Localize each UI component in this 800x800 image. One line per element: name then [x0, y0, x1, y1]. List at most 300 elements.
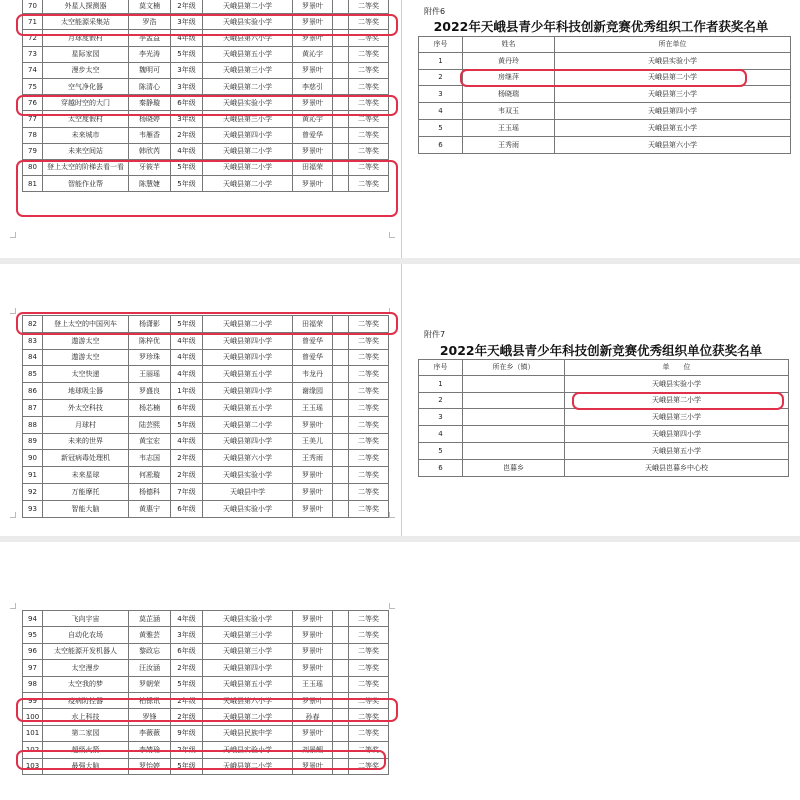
- table-cell: [333, 316, 349, 333]
- table-cell: 天峨县第四小学: [203, 433, 293, 450]
- table-cell: 韦双玉: [463, 103, 555, 120]
- table-cell: [333, 159, 349, 175]
- table-cell: 83: [23, 332, 43, 349]
- table-cell: 4年级: [171, 349, 203, 366]
- table-cell: 97: [23, 660, 43, 676]
- table-cell: 王丽瑶: [129, 366, 171, 383]
- table-cell: [333, 78, 349, 94]
- table-row: [419, 459, 789, 476]
- table-cell: 田福荣: [293, 316, 333, 333]
- column-header: 所在单位: [555, 37, 791, 53]
- table-cell: 4年级: [171, 143, 203, 159]
- table-cell: 超级火箭: [43, 742, 129, 758]
- attachment7-table: [418, 359, 789, 477]
- table-cell: 黄惠宁: [129, 500, 171, 517]
- table-cell: 二等奖: [349, 143, 389, 159]
- table-cell: 4年级: [171, 30, 203, 46]
- table-cell: 太空度假村: [43, 111, 129, 127]
- table-cell: [463, 392, 565, 409]
- attachment6-title: 2022年天峨县青少年科技创新竞赛优秀组织工作者获奖名单: [433, 19, 769, 34]
- table-header-row: [419, 37, 791, 53]
- attachment7-page: [404, 264, 800, 536]
- table-cell: 2: [419, 69, 463, 86]
- table-cell: 星际家园: [43, 46, 129, 62]
- table-cell: 天峨县第四小学: [565, 426, 789, 443]
- table-cell: 天峨县第六小学: [203, 30, 293, 46]
- table-cell: [333, 692, 349, 708]
- table-cell: 98: [23, 676, 43, 692]
- table-cell: 韦志国: [129, 450, 171, 467]
- table-cell: 87: [23, 399, 43, 416]
- table-cell: 88: [23, 416, 43, 433]
- table-cell: 黎政忘: [129, 643, 171, 659]
- table-cell: 罗景叶: [293, 62, 333, 78]
- table-cell: [333, 611, 349, 627]
- table-cell: 二等奖: [349, 643, 389, 659]
- table-cell: 罗景叶: [293, 500, 333, 517]
- table-cell: 75: [23, 78, 43, 94]
- page-corner-mark: [389, 308, 395, 314]
- table-cell: 遨游太空: [43, 349, 129, 366]
- table-row: [23, 127, 389, 143]
- table-cell: 天峨县第二小学: [203, 0, 293, 14]
- table-row: [419, 86, 791, 103]
- table-row: [23, 383, 389, 400]
- table-cell: 罗景叶: [293, 30, 333, 46]
- table-cell: 5年级: [171, 758, 203, 774]
- table-cell: 天峨县第四小学: [203, 349, 293, 366]
- table-cell: 杨潇影: [129, 316, 171, 333]
- table-cell: 天峨县第五小学: [555, 119, 791, 136]
- table-cell: 二等奖: [349, 316, 389, 333]
- table-cell: [333, 30, 349, 46]
- table-row: [23, 450, 389, 467]
- table-row: [23, 758, 389, 774]
- table-row: [23, 742, 389, 758]
- table-cell: 76: [23, 95, 43, 111]
- table-cell: [333, 176, 349, 192]
- table-cell: 曾爱华: [293, 349, 333, 366]
- table-cell: 4年级: [171, 433, 203, 450]
- table-cell: 5: [419, 119, 463, 136]
- table-cell: 杨芯楠: [129, 399, 171, 416]
- table-cell: 未来空间站: [43, 143, 129, 159]
- table-cell: 天峨县实验小学: [203, 742, 293, 758]
- table-cell: 天峨县第二小学: [565, 392, 789, 409]
- table-row: [23, 78, 389, 94]
- table-cell: [333, 111, 349, 127]
- table-cell: 岜暮乡: [463, 459, 565, 476]
- table-cell: 王玉瑶: [293, 676, 333, 692]
- table-cell: 二等奖: [349, 483, 389, 500]
- table-cell: [333, 709, 349, 725]
- table-cell: [333, 349, 349, 366]
- page-corner-mark: [10, 308, 16, 314]
- table-cell: 二等奖: [349, 500, 389, 517]
- table-cell: 疫病防控器: [43, 692, 129, 708]
- table-cell: 6年级: [171, 95, 203, 111]
- table-cell: 李婧瑜: [129, 742, 171, 758]
- table-cell: 101: [23, 725, 43, 741]
- table-cell: 天峨县第六小学: [203, 692, 293, 708]
- table-cell: 80: [23, 159, 43, 175]
- table-cell: 6: [419, 136, 463, 153]
- table-cell: 99: [23, 692, 43, 708]
- table-cell: 罗景叶: [293, 416, 333, 433]
- table-cell: 1: [419, 375, 463, 392]
- table-cell: [333, 127, 349, 143]
- table-cell: 二等奖: [349, 383, 389, 400]
- table-row: [419, 119, 791, 136]
- table-cell: 二等奖: [349, 416, 389, 433]
- table-row: [23, 500, 389, 517]
- table-cell: 遨游太空: [43, 332, 129, 349]
- table-cell: 天峨县第三小学: [203, 62, 293, 78]
- table-cell: 5年级: [171, 46, 203, 62]
- table-cell: 二等奖: [349, 433, 389, 450]
- table-cell: 王秀雨: [463, 136, 555, 153]
- table-row: [23, 176, 389, 192]
- table-row: [23, 62, 389, 78]
- table-cell: 天峨县实验小学: [203, 611, 293, 627]
- table-cell: 5年级: [171, 416, 203, 433]
- table-cell: 新冠病毒处理机: [43, 450, 129, 467]
- table-cell: 天峨县第五小学: [203, 399, 293, 416]
- table-cell: [333, 433, 349, 450]
- table-cell: 4年级: [171, 611, 203, 627]
- table-cell: [463, 426, 565, 443]
- table-cell: 93: [23, 500, 43, 517]
- table-cell: 6年级: [171, 643, 203, 659]
- table-cell: 3年级: [171, 78, 203, 94]
- table-cell: 登上太空的阶梯去看一看: [43, 159, 129, 175]
- table-cell: [333, 500, 349, 517]
- table-cell: 天峨县第五小学: [565, 442, 789, 459]
- table-row: [23, 433, 389, 450]
- table-cell: 登上太空的中国列车: [43, 316, 129, 333]
- table-cell: 黄沁宇: [293, 111, 333, 127]
- table-cell: [333, 676, 349, 692]
- table-cell: 2年级: [171, 660, 203, 676]
- table-cell: 莫芷涵: [129, 611, 171, 627]
- table-cell: 天峨县第六小学: [555, 136, 791, 153]
- table-cell: 3年级: [171, 62, 203, 78]
- table-cell: 谢缘园: [293, 383, 333, 400]
- table-row: [23, 660, 389, 676]
- table-cell: 地球吸尘器: [43, 383, 129, 400]
- table-cell: 智能作业帮: [43, 176, 129, 192]
- table-row: [23, 709, 389, 725]
- table-cell: 1年级: [171, 383, 203, 400]
- page-corner-mark: [389, 603, 395, 609]
- table-cell: 田福荣: [293, 159, 333, 175]
- table-row: [419, 103, 791, 120]
- table-cell: 天峨县实验小学: [555, 52, 791, 69]
- table-cell: 2年级: [171, 127, 203, 143]
- table-row: [23, 643, 389, 659]
- table-cell: [463, 442, 565, 459]
- table-cell: 5年级: [171, 159, 203, 175]
- table-cell: 李光涛: [129, 46, 171, 62]
- award-table-a: [22, 0, 389, 192]
- table-cell: 二等奖: [349, 14, 389, 30]
- table-cell: 二等奖: [349, 0, 389, 14]
- table-cell: 95: [23, 627, 43, 643]
- table-cell: 杨晓瑞: [463, 86, 555, 103]
- table-row: [419, 426, 789, 443]
- table-cell: 秦静璇: [129, 95, 171, 111]
- table-cell: 天峨县第二小学: [203, 316, 293, 333]
- table-cell: 罗景叶: [293, 725, 333, 741]
- table-cell: 二等奖: [349, 709, 389, 725]
- table-row: [23, 467, 389, 484]
- table-cell: 天峨县第四小学: [555, 103, 791, 120]
- table-cell: 空气净化器: [43, 78, 129, 94]
- table-cell: 72: [23, 30, 43, 46]
- table-row: [23, 611, 389, 627]
- table-cell: 7年级: [171, 483, 203, 500]
- table-cell: [333, 416, 349, 433]
- table-cell: 96: [23, 643, 43, 659]
- table-cell: 汪汝涵: [129, 660, 171, 676]
- table-cell: [333, 0, 349, 14]
- table-cell: 2: [419, 392, 463, 409]
- table-cell: 3: [419, 409, 463, 426]
- table-cell: 黄宝宏: [129, 433, 171, 450]
- award-table-b: [22, 315, 389, 518]
- table-cell: 陆芸熙: [129, 416, 171, 433]
- table-cell: 102: [23, 742, 43, 758]
- table-cell: 二等奖: [349, 450, 389, 467]
- table-cell: 4: [419, 103, 463, 120]
- table-cell: 天峨县实验小学: [203, 500, 293, 517]
- table-cell: [333, 758, 349, 774]
- table-cell: 房继萍: [463, 69, 555, 86]
- table-cell: 天峨县实验小学: [203, 95, 293, 111]
- table-cell: 牙筱芊: [129, 159, 171, 175]
- table-cell: 二等奖: [349, 159, 389, 175]
- table-cell: 最强大脑: [43, 758, 129, 774]
- table-cell: 王玉瑶: [463, 119, 555, 136]
- page-corner-mark: [10, 232, 16, 238]
- table-cell: 2年级: [171, 709, 203, 725]
- table-cell: [333, 14, 349, 30]
- table-cell: [463, 409, 565, 426]
- table-row: [23, 111, 389, 127]
- table-cell: 太空能源采集站: [43, 14, 129, 30]
- table-cell: 外星人探测器: [43, 0, 129, 14]
- table-cell: 智能大脑: [43, 500, 129, 517]
- column-divider: [401, 264, 402, 536]
- table-cell: 二等奖: [349, 692, 389, 708]
- table-cell: 水上科技: [43, 709, 129, 725]
- award-list-page-c: [0, 542, 400, 800]
- table-cell: 天峨县第四小学: [203, 660, 293, 676]
- table-cell: 杨德科: [129, 483, 171, 500]
- table-cell: 太空能源开发机器人: [43, 643, 129, 659]
- table-cell: 天峨县第三小学: [203, 643, 293, 659]
- table-row: [23, 483, 389, 500]
- table-cell: 罗景叶: [293, 643, 333, 659]
- table-cell: 天峨县中学: [203, 483, 293, 500]
- table-cell: 二等奖: [349, 30, 389, 46]
- table-cell: 罗景叶: [293, 0, 333, 14]
- table-cell: 韦雁香: [129, 127, 171, 143]
- table-cell: 天峨县第二小学: [203, 159, 293, 175]
- table-cell: 万能摩托: [43, 483, 129, 500]
- award-table-c: [22, 610, 389, 775]
- table-cell: 二等奖: [349, 742, 389, 758]
- table-cell: 黄丹玲: [463, 52, 555, 69]
- table-cell: 二等奖: [349, 660, 389, 676]
- table-cell: 天峨县岜暮乡中心校: [565, 459, 789, 476]
- table-cell: 罗景叶: [293, 483, 333, 500]
- table-cell: [333, 660, 349, 676]
- table-cell: 太空我的梦: [43, 676, 129, 692]
- table-cell: 1: [419, 52, 463, 69]
- attachment7-label: 附件7: [424, 330, 446, 339]
- table-cell: 罗景叶: [293, 143, 333, 159]
- table-cell: [333, 627, 349, 643]
- table-cell: 天峨县实验小学: [203, 467, 293, 484]
- table-row: [23, 349, 389, 366]
- table-cell: 飞向宇宙: [43, 611, 129, 627]
- table-cell: 103: [23, 758, 43, 774]
- table-cell: 73: [23, 46, 43, 62]
- table-cell: 二等奖: [349, 176, 389, 192]
- table-cell: 罗朝荣: [129, 676, 171, 692]
- attachment6-page: [404, 0, 800, 258]
- table-row: [419, 69, 791, 86]
- table-cell: 3年级: [171, 111, 203, 127]
- table-cell: 罗浩: [129, 14, 171, 30]
- table-cell: 漫步太空: [43, 62, 129, 78]
- table-cell: 82: [23, 316, 43, 333]
- table-cell: 84: [23, 349, 43, 366]
- table-cell: [463, 375, 565, 392]
- table-cell: [333, 366, 349, 383]
- table-cell: 二等奖: [349, 366, 389, 383]
- table-cell: 天峨县第四小学: [203, 332, 293, 349]
- table-cell: 2年级: [171, 450, 203, 467]
- table-row: [23, 143, 389, 159]
- table-cell: [333, 143, 349, 159]
- table-row: [23, 416, 389, 433]
- table-cell: 柏铄讯: [129, 692, 171, 708]
- table-cell: 天峨县第二小学: [203, 416, 293, 433]
- column-header: 序号: [419, 360, 463, 376]
- column-header: 单 位: [565, 360, 789, 376]
- table-cell: 2年级: [171, 0, 203, 14]
- table-cell: 天峨县第五小学: [203, 46, 293, 62]
- table-cell: [333, 450, 349, 467]
- table-row: [23, 30, 389, 46]
- table-cell: 5年级: [171, 176, 203, 192]
- table-cell: 陈清心: [129, 78, 171, 94]
- table-cell: 天峨县第五小学: [203, 676, 293, 692]
- table-cell: 2年级: [171, 467, 203, 484]
- table-cell: 罗景叶: [293, 758, 333, 774]
- table-cell: 陈梓优: [129, 332, 171, 349]
- table-cell: 89: [23, 433, 43, 450]
- table-cell: 6: [419, 459, 463, 476]
- table-cell: 5: [419, 442, 463, 459]
- table-cell: 9年级: [171, 725, 203, 741]
- table-cell: 月球度假村: [43, 30, 129, 46]
- table-cell: 79: [23, 143, 43, 159]
- attachment6-label: 附件6: [424, 7, 446, 16]
- table-cell: 二等奖: [349, 332, 389, 349]
- table-cell: 二等奖: [349, 95, 389, 111]
- table-cell: 穿越时空的大门: [43, 95, 129, 111]
- table-cell: 4: [419, 426, 463, 443]
- award-list-page-b: [0, 264, 400, 536]
- table-cell: 莫文楠: [129, 0, 171, 14]
- table-cell: 自动化农场: [43, 627, 129, 643]
- table-cell: 77: [23, 111, 43, 127]
- table-cell: 太空快递: [43, 366, 129, 383]
- table-cell: [333, 62, 349, 78]
- table-cell: 二等奖: [349, 46, 389, 62]
- table-cell: 陈慧婕: [129, 176, 171, 192]
- table-cell: 曾爱华: [293, 332, 333, 349]
- table-cell: 100: [23, 709, 43, 725]
- table-cell: 天峨县第三小学: [203, 111, 293, 127]
- table-cell: 外太空科技: [43, 399, 129, 416]
- table-cell: 二等奖: [349, 611, 389, 627]
- table-cell: 78: [23, 127, 43, 143]
- table-row: [23, 159, 389, 175]
- table-cell: [333, 643, 349, 659]
- table-cell: 天峨县实验小学: [203, 14, 293, 30]
- table-row: [23, 0, 389, 14]
- table-cell: 李薇薇: [129, 725, 171, 741]
- table-cell: 91: [23, 467, 43, 484]
- table-cell: 天峨县第二小学: [203, 709, 293, 725]
- table-cell: 罗景叶: [293, 14, 333, 30]
- table-cell: 3: [419, 86, 463, 103]
- table-header-row: [419, 360, 789, 376]
- table-cell: [333, 383, 349, 400]
- table-cell: 天峨县第二小学: [203, 78, 293, 94]
- page-corner-mark: [389, 232, 395, 238]
- table-cell: 二等奖: [349, 349, 389, 366]
- table-cell: 太空漫步: [43, 660, 129, 676]
- page-corner-mark: [10, 603, 16, 609]
- table-cell: 81: [23, 176, 43, 192]
- table-cell: [333, 399, 349, 416]
- table-cell: 二等奖: [349, 627, 389, 643]
- table-cell: 罗怡婷: [129, 758, 171, 774]
- page-corner-mark: [389, 512, 395, 518]
- table-row: [23, 676, 389, 692]
- table-row: [419, 392, 789, 409]
- table-cell: 二等奖: [349, 399, 389, 416]
- award-list-page-a: [0, 0, 400, 258]
- table-cell: 74: [23, 62, 43, 78]
- table-cell: 罗景叶: [293, 611, 333, 627]
- table-row: [419, 52, 791, 69]
- table-cell: 92: [23, 483, 43, 500]
- table-row: [23, 95, 389, 111]
- table-cell: 罗盛良: [129, 383, 171, 400]
- table-row: [23, 627, 389, 643]
- table-cell: 71: [23, 14, 43, 30]
- table-row: [23, 14, 389, 30]
- table-cell: 何凇璇: [129, 467, 171, 484]
- table-cell: 月球村: [43, 416, 129, 433]
- table-cell: 天峨县第二小学: [203, 758, 293, 774]
